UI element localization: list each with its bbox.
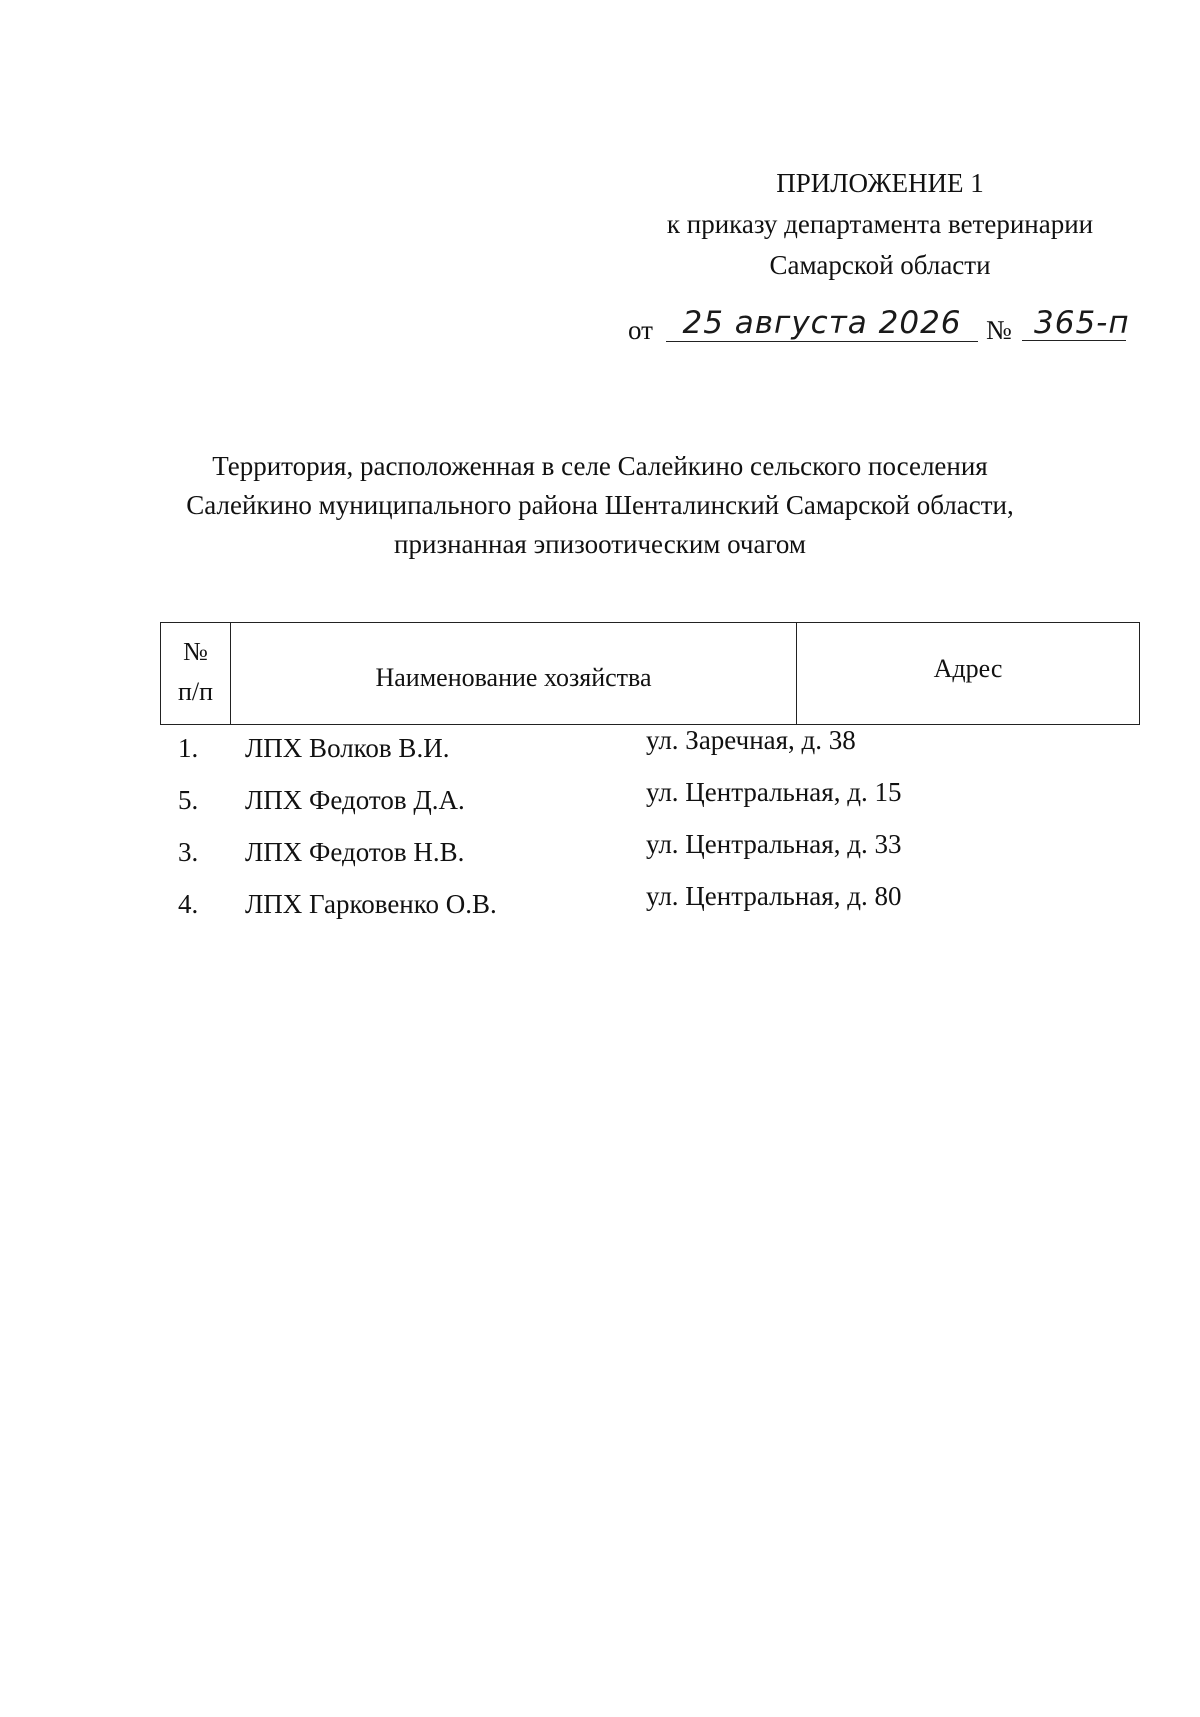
farms-table <box>160 622 1140 933</box>
table-body <box>160 725 1140 933</box>
document-title <box>100 447 1100 564</box>
order-number-handwritten: 365-п <box>1022 305 1126 341</box>
table-header <box>160 622 1140 725</box>
order-reference <box>628 305 1148 349</box>
table-row <box>160 777 1140 829</box>
appendix-subtitle: к приказу департамента ветеринарии <box>666 209 1094 239</box>
row-number: 1. <box>178 733 199 763</box>
header-number-sign: № <box>183 637 208 666</box>
order-date-handwritten: 25 августа 2026 <box>666 305 978 342</box>
row-address: ул. Центральная, д. 33 <box>646 829 902 859</box>
order-from-label: от <box>628 315 653 345</box>
appendix-header <box>640 163 1120 286</box>
table-row <box>160 725 1140 777</box>
order-number-label: № <box>986 315 1012 345</box>
appendix-region: Самарской области <box>769 250 991 280</box>
header-number <box>161 623 231 724</box>
header-farm-name: Наименование хозяйства <box>231 623 797 724</box>
table-row <box>160 881 1140 933</box>
row-number: 5. <box>178 785 199 815</box>
row-address: ул. Центральная, д. 15 <box>646 777 902 807</box>
header-number-pp: п/п <box>177 677 214 706</box>
title-line-1: Территория, расположенная в селе Салейкино сельского поселения <box>212 451 988 481</box>
row-farm-name: ЛПХ Гарковенко О.В. <box>245 889 497 919</box>
row-farm-name: ЛПХ Волков В.И. <box>245 733 450 763</box>
row-address: ул. Заречная, д. 38 <box>646 725 856 755</box>
row-number: 3. <box>178 837 199 867</box>
row-farm-name: ЛПХ Федотов Н.В. <box>245 837 465 867</box>
row-number: 4. <box>178 889 199 919</box>
row-address: ул. Центральная, д. 80 <box>646 881 902 911</box>
appendix-title: ПРИЛОЖЕНИЕ 1 <box>776 168 984 198</box>
row-farm-name: ЛПХ Федотов Д.А. <box>245 785 465 815</box>
title-line-2: Салейкино муниципального района Шенталинский Самарской области, <box>186 490 1014 520</box>
header-address: Адрес <box>933 654 1003 683</box>
table-row <box>160 829 1140 881</box>
title-line-3: признанная эпизоотическим очагом <box>394 529 806 559</box>
